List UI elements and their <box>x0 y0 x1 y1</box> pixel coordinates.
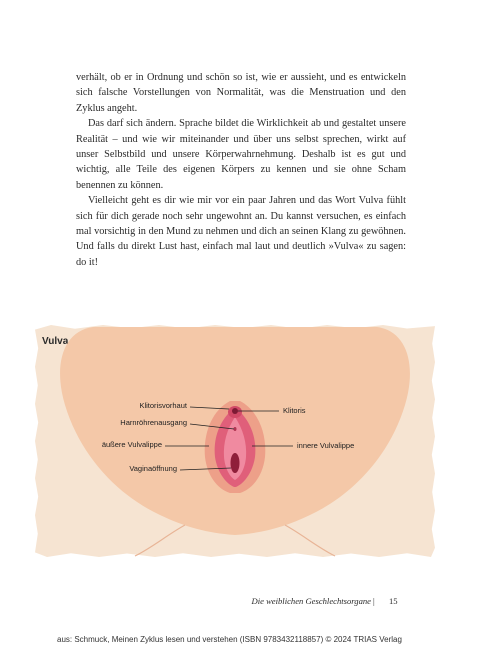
vaginal-opening-shape <box>231 453 240 473</box>
label-urethral-opening: Harnröhrenausgang <box>120 418 187 427</box>
paragraph-1: verhält, ob er in Ordnung und schön so ist, wie er aussieht, und es entwickeln sich falsche Vorstellungen von Normalität, was die Menstruation und den Zyklus angeht. <box>76 72 406 114</box>
paragraph-3: Vielleicht geht es dir wie mir vor ein paar Jahren und das Wort Vulva fühlt sich für dich gerade noch sehr ungewohnt an. Du kannst versuchen, es einfach mal vorsichtig in den Mund zu nehmen und dich an seinen Klang zu gewöhnen. Und falls du direkt Lust hast, einfach mal laut und deutlich »Vulva« zu sagen: do it! <box>76 195 406 268</box>
page-number: 15 <box>389 596 398 606</box>
body-text <box>76 70 406 270</box>
footer-chapter-title: Die weiblichen Geschlechtsorgane <box>251 596 371 606</box>
label-outer-labia: äußere Vulvalippe <box>101 440 162 449</box>
thigh-line-right <box>285 525 335 556</box>
label-clitoris: Klitoris <box>283 406 306 415</box>
figure-title: Vulva <box>42 336 69 347</box>
clitoris-shape <box>232 408 238 414</box>
label-vaginal-opening: Vaginaöffnung <box>129 464 177 473</box>
label-clitoral-hood: Klitorisvorhaut <box>139 401 187 410</box>
footer-separator: | <box>373 596 375 606</box>
source-citation: aus: Schmuck, Meinen Zyklus lesen und verstehen (ISBN 9783432118857) © 2024 TRIAS Verlag <box>57 635 402 644</box>
label-inner-labia: innere Vulvalippe <box>297 441 355 450</box>
thigh-line-left <box>135 525 185 556</box>
paragraph-2: Das darf sich ändern. Sprache bildet die Wirklichkeit ab und gestaltet unsere Realität – und wie wir miteinander und über uns selbst sprechen, wirkt auf unser Selbstbild und unsere Körperwahrnehmung. Deshalb ist es gut und wichtig, alle Teile des eigenen Körpers zu kennen und sie ohne Scham benennen zu können. <box>76 118 406 191</box>
